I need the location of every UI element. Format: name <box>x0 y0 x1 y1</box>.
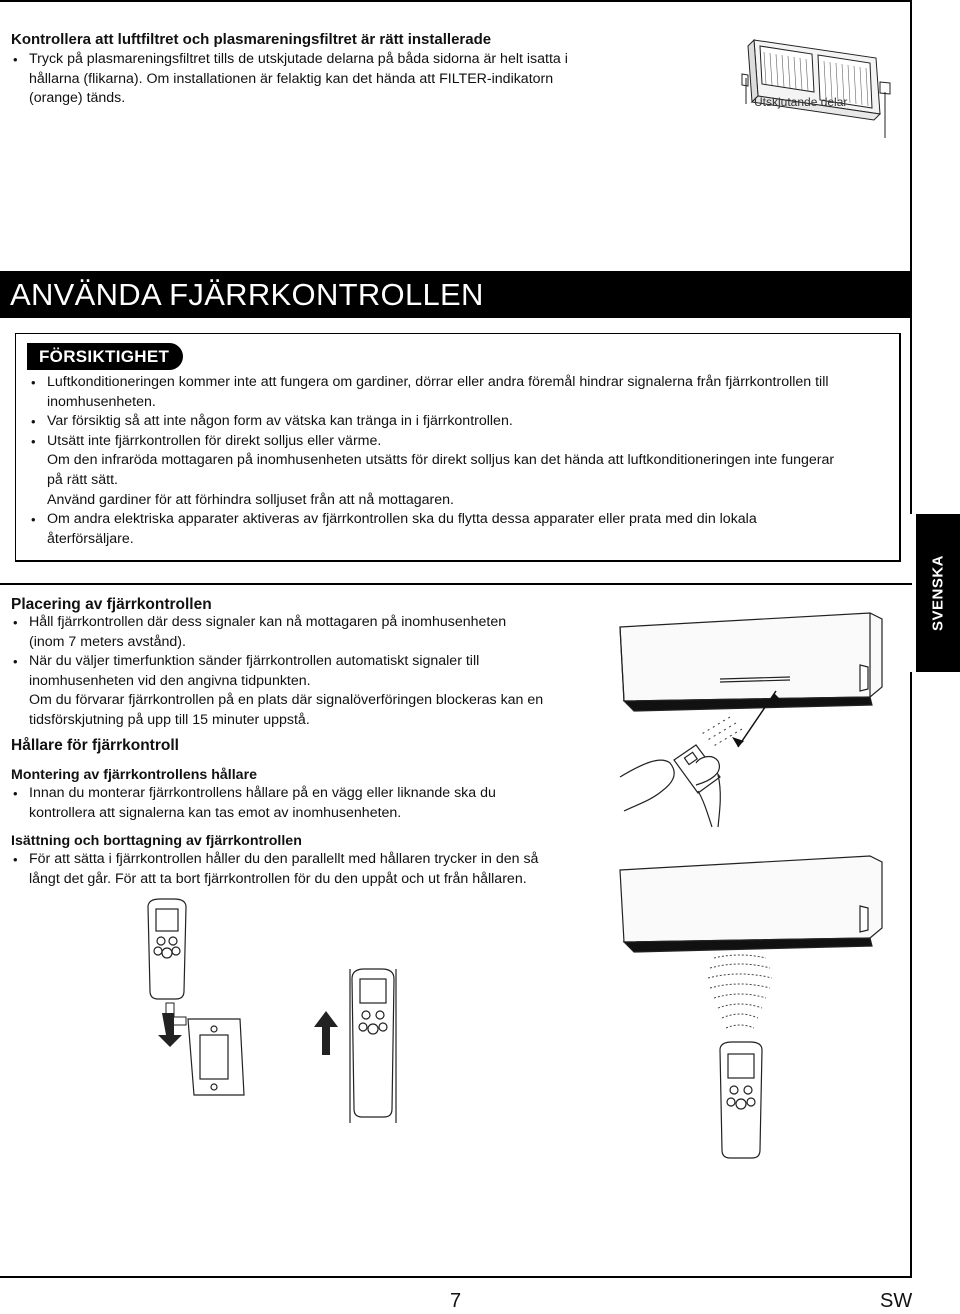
caution-3-line-2: Om den infraröda mottagaren på inomhusenheten utsätts för direkt solljus kan det hända att luftkonditioneringen inte fungerar <box>47 452 835 469</box>
filter-line-2: hållarna (flikarna). Om installationen är felaktig kan det hända att FILTER-indikatorn <box>29 70 554 87</box>
placement-1-line-1: Håll fjärrkontrollen där dess signaler kan nå mottagaren på inomhusenheten <box>29 614 507 630</box>
placement-2-line-4: tidsförskjutning på upp till 15 minuter uppstå. <box>29 711 310 728</box>
placement-1-line-2: (inom 7 meters avstånd). <box>29 633 186 650</box>
placement-list <box>11 613 601 731</box>
language-tab <box>916 514 960 672</box>
caution-4-line-1: Om andra elektriska apparater aktiveras av fjärrkontrollen ska du flytta dessa apparater eller prata med din lokala <box>47 511 757 528</box>
holder-illustration <box>140 895 440 1135</box>
language-tab-label: SVENSKA <box>929 554 947 632</box>
indoor-unit-illustration <box>600 605 900 835</box>
mount-line-1: Innan du monterar fjärrkontrollens hållare på en vägg eller liknande ska du <box>29 785 496 801</box>
list-item: • Tryck på plasmareningsfiltret tills de utskjutade delarna på båda sidorna är helt isatta i hållarna (flikarna). Om installationen är felaktig kan det hända att FILTER-indikatorn (orange) tänds. <box>11 50 611 109</box>
insert-line-1: För att sätta i fjärrkontrollen håller du den parallellt med hållaren trycker in den så <box>29 851 539 867</box>
holder-heading: Hållare för fjärrkontroll <box>11 737 179 754</box>
filter-illustration <box>740 34 900 144</box>
caution-3-line-3: på rätt sätt. <box>47 471 118 488</box>
mount-list <box>11 784 601 823</box>
page-border-right <box>910 0 912 514</box>
caution-4-line-2: återförsäljare. <box>47 530 134 547</box>
section-title: ANVÄNDA FJÄRRKONTROLLEN <box>0 271 912 318</box>
insert-list <box>11 850 601 889</box>
caution-1-line-1: Luftkonditioneringen kommer inte att fungera om gardiner, dörrar eller andra föremål hindrar signalerna från fjärrkontrollen till <box>47 374 829 390</box>
insert-line-2: långt det går. För att ta bort fjärrkontrollen för du den uppåt och ut från hållaren. <box>29 870 527 887</box>
list-item: • När du väljer timerfunktion sänder fjärrkontrollen automatiskt signaler till inomhusenheten vid den angivna tidpunkten. Om du förvarar fjärrkontrollen på en plats där signalöverföringen blockeras kan en tidsförskjutning på upp till 15 minuter uppstå. <box>11 652 601 730</box>
caution-label: FÖRSIKTIGHET <box>27 343 183 370</box>
filter-heading: Kontrollera att luftfiltret och plasmareningsfiltret är rätt installerade <box>11 31 492 48</box>
list-item: • Håll fjärrkontrollen där dess signaler kan nå mottagaren på inomhusenheten (inom 7 meters avstånd). <box>11 613 601 652</box>
placement-2-line-3: Om du förvarar fjärrkontrollen på en plats där signalöverföringen blockeras kan en <box>29 692 544 709</box>
filter-line-3: (orange) tänds. <box>29 90 126 107</box>
list-item: • För att sätta i fjärrkontrollen håller du den parallellt med hållaren trycker in den så långt det går. För att ta bort fjärrkontrollen för du den uppåt och ut från hållaren. <box>11 850 601 889</box>
filter-bullet <box>11 50 611 109</box>
page-border-top <box>0 0 912 2</box>
list-item: • Luftkonditioneringen kommer inte att fungera om gardiner, dörrar eller andra föremål hindrar signalerna från fjärrkontrollen till inomhusenheten. <box>29 373 899 412</box>
caution-3-line-1: Utsätt inte fjärrkontrollen för direkt solljus eller värme. <box>47 432 382 449</box>
filter-line-1: Tryck på plasmareningsfiltret tills de utskjutade delarna på båda sidorna är helt isatta i <box>29 51 568 67</box>
placement-2-line-2: inomhusenheten vid den angivna tidpunkten. <box>29 672 311 689</box>
caution-2-line-1: Var försiktig så att inte någon form av vätska kan tränga in i fjärrkontrollen. <box>47 413 513 430</box>
page-number: 7 <box>450 1290 462 1312</box>
placement-2-line-1: När du väljer timerfunktion sänder fjärrkontrollen automatiskt signaler till <box>29 653 480 670</box>
mount-line-2: kontrollera att signalerna kan tas emot av inomhusenheten. <box>29 804 402 821</box>
figure-label: Utskjutande delar <box>754 95 848 109</box>
list-item: • Var försiktig så att inte någon form av vätska kan tränga in i fjärrkontrollen. <box>29 412 899 432</box>
caution-3-line-4: Använd gardiner för att förhindra solljuset från att nå mottagaren. <box>47 491 454 508</box>
language-code: SW <box>880 1290 913 1312</box>
list-item: • Innan du monterar fjärrkontrollens hållare på en vägg eller liknande ska du kontrollera att signalerna kan tas emot av inomhusenheten. <box>11 784 601 823</box>
mount-heading: Montering av fjärrkontrollens hållare <box>11 767 257 783</box>
insert-heading: Isättning och borttagning av fjärrkontrollen <box>11 833 302 849</box>
list-item: • Utsätt inte fjärrkontrollen för direkt solljus eller värme. Om den infraröda mottagaren på inomhusenheten utsätts för direkt solljus kan det hända att luftkonditioneringen inte fungerar på rätt sätt. Använd gardiner för att förhindra solljuset från att nå mottagaren. <box>29 432 899 510</box>
page-border-bottom <box>0 1276 912 1278</box>
divider-line <box>0 583 912 585</box>
placement-heading: Placering av fjärrkontrollen <box>11 596 212 613</box>
caution-1-line-2: inomhusenheten. <box>47 393 156 410</box>
list-item: • Om andra elektriska apparater aktiveras av fjärrkontrollen ska du flytta dessa apparater eller prata med din lokala återförsäljare. <box>29 510 899 549</box>
caution-list <box>29 373 899 549</box>
signal-illustration <box>600 850 900 1180</box>
page-border-right-lower <box>910 672 912 1278</box>
